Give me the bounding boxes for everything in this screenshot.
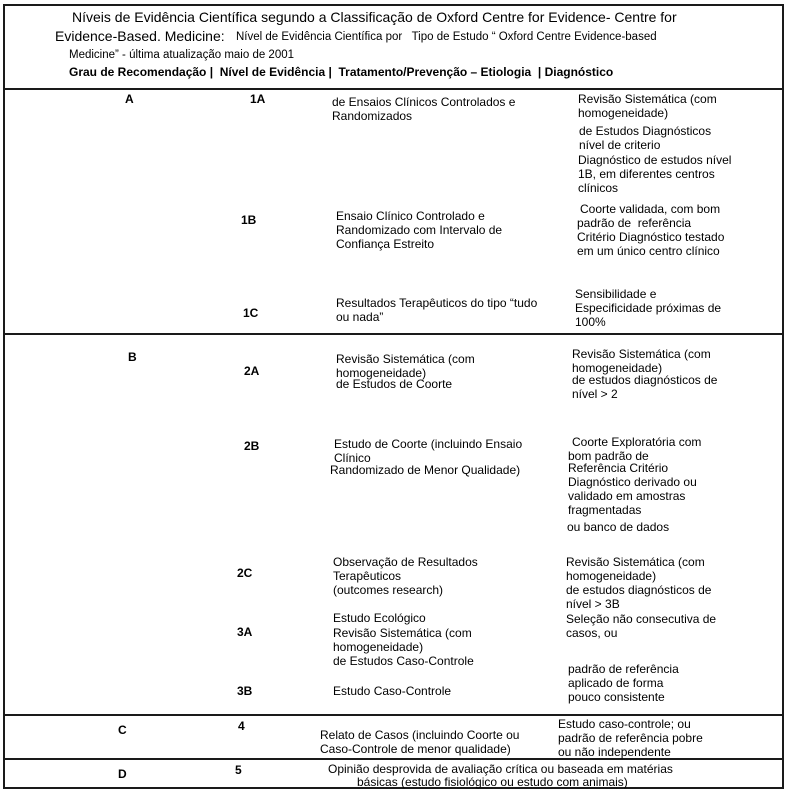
cell-text: ou não independente xyxy=(558,745,671,759)
cell-text: Revisão Sistemática (com xyxy=(578,92,717,106)
cell-text: Randomizado de Menor Qualidade) xyxy=(330,463,521,477)
cell-text: homogeneidade) xyxy=(333,640,424,654)
cell-text: Coorte validada, com bom xyxy=(580,202,721,216)
cell-text: básicas (estudo fisiológico ou estudo com animais) xyxy=(357,775,628,789)
cell-text: 100% xyxy=(575,315,606,329)
cell-text: Caso-Controle de menor qualidade) xyxy=(320,742,511,756)
cell-text: nível > 3B xyxy=(566,597,620,611)
cell-text: Randomizado com Intervalo de xyxy=(336,223,503,237)
cell-text: Seleção não consecutiva de xyxy=(566,612,717,626)
cell-text: Confiança Estreito xyxy=(336,237,435,251)
cell-text: fragmentadas xyxy=(568,503,642,517)
cell-text: em um único centro clínico xyxy=(577,244,720,258)
cell-text: Referência Critério xyxy=(568,461,669,475)
cell-text: homogeneidade) xyxy=(572,361,663,375)
cell-text: Estudo caso-controle; ou xyxy=(558,717,691,731)
cell-text: Terapêuticos xyxy=(333,569,402,583)
cell-text: 1B, em diferentes centros xyxy=(578,167,715,181)
cell-text: de Estudos Diagnósticos xyxy=(579,124,712,138)
cell-text: Relato de Casos (incluindo Coorte ou xyxy=(320,728,520,742)
cell-text: Sensibilidade e xyxy=(575,287,657,301)
cell-text: Observação de Resultados xyxy=(333,555,478,569)
level-label: 1B xyxy=(241,213,257,227)
cell-text: Resultados Terapêuticos do tipo “tudo xyxy=(336,296,538,310)
level-label: 4 xyxy=(238,719,245,733)
cell-text: Estudo de Coorte (incluindo Ensaio xyxy=(334,437,523,451)
cell-text: de estudos diagnósticos de xyxy=(566,583,712,597)
cell-text: de Estudos Caso-Controle xyxy=(333,654,474,668)
grade-label: B xyxy=(128,350,137,364)
grade-label: D xyxy=(118,767,127,781)
cell-text: Especificidade próximas de xyxy=(575,301,722,315)
cell-text: Revisão Sistemática (com xyxy=(336,352,475,366)
level-label: 5 xyxy=(235,763,242,777)
cell-text: Diagnóstico derivado ou xyxy=(568,475,697,489)
cell-text: Revisão Sistemática (com xyxy=(333,626,472,640)
grade-label: A xyxy=(125,92,134,106)
cell-text: homogeneidade) xyxy=(336,366,427,380)
cell-text: Estudo Ecológico xyxy=(333,611,426,625)
level-label: 2B xyxy=(244,439,260,453)
cell-text: clínicos xyxy=(578,181,619,195)
cell-text: Opinião desprovida de avaliação crítica ou baseada em matérias xyxy=(328,762,673,776)
level-label: 3B xyxy=(237,684,253,698)
cell-text: Estudo Caso-Controle xyxy=(333,684,452,698)
level-label: 1A xyxy=(250,92,266,106)
cell-text: homogeneidade) xyxy=(578,106,669,120)
cell-text: ou nada” xyxy=(336,310,384,324)
cell-text: de estudos diagnósticos de xyxy=(572,373,718,387)
cell-text: bom padrão de xyxy=(568,449,649,463)
title-line-3: Medicine” - última atualização maio de 2001 xyxy=(69,49,295,61)
cell-text: de Ensaios Clínicos Controlados e xyxy=(332,95,516,109)
cell-text: homogeneidade) xyxy=(566,569,657,583)
title-line-2-large: Evidence-Based. Medicine: xyxy=(55,28,225,44)
cell-text: Diagnóstico de estudos nível xyxy=(578,153,732,167)
cell-text: validado em amostras xyxy=(568,489,686,503)
cell-text: Revisão Sistemática (com xyxy=(566,555,705,569)
cell-text: (outcomes research) xyxy=(333,583,444,597)
grade-label: C xyxy=(118,723,127,737)
cell-text: Ensaio Clínico Controlado e xyxy=(336,209,485,223)
cell-text: Revisão Sistemática (com xyxy=(572,347,711,361)
cell-text: nível de criterio xyxy=(579,138,661,152)
title-line-2-small: Nível de Evidência Científica por Tipo de Estudo “ Oxford Centre Evidence-based xyxy=(236,31,657,43)
header-divider xyxy=(3,88,784,90)
column-headers: Grau de Recomendação | Nível de Evidência | Tratamento/Prevenção – Etiologia | Diagnóstico xyxy=(69,65,614,79)
cell-text: casos, ou xyxy=(566,626,618,640)
cell-text: padrão de referência xyxy=(568,662,679,676)
cell-text: nível > 2 xyxy=(572,387,618,401)
level-label: 2C xyxy=(237,566,253,580)
cell-text: Randomizados xyxy=(332,109,413,123)
cell-text: Coorte Exploratória com xyxy=(572,435,702,449)
row-divider-b-c xyxy=(3,714,784,716)
cell-text: aplicado de forma xyxy=(568,676,664,690)
row-divider-a-b xyxy=(3,333,784,335)
title-line-1: Níveis de Evidência Científica segundo a Classificação de Oxford Centre for Evidence- Centre for xyxy=(72,9,677,25)
cell-text: padrão de referência pobre xyxy=(558,731,703,745)
cell-text: ou banco de dados xyxy=(567,520,670,534)
cell-text: padrão de referência xyxy=(577,216,692,230)
cell-text: pouco consistente xyxy=(568,690,665,704)
cell-text: Critério Diagnóstico testado xyxy=(577,230,725,244)
level-label: 1C xyxy=(243,306,259,320)
level-label: 3A xyxy=(237,625,253,639)
level-label: 2A xyxy=(244,364,260,378)
cell-text: de Estudos de Coorte xyxy=(336,377,453,391)
cell-text: Clínico xyxy=(334,451,371,465)
